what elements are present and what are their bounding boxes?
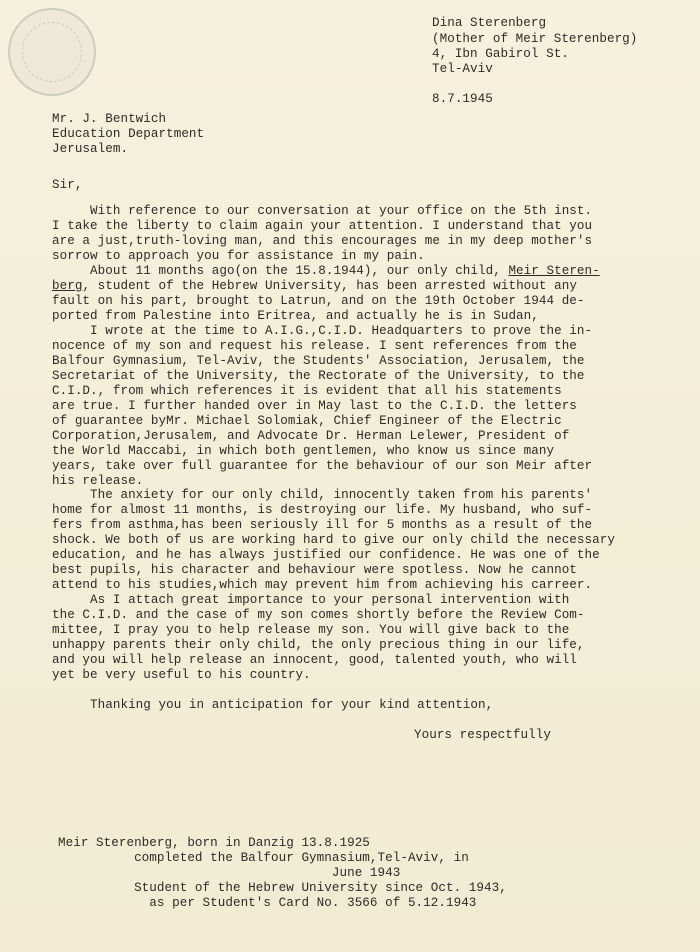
sender-street: 4, Ibn Gabirol St.	[432, 47, 569, 61]
body-line: I wrote at the time to A.I.G.,C.I.D. Headquarters to prove the in-	[52, 324, 593, 338]
body-line: I take the liberty to claim again your attention. I understand that you	[52, 219, 593, 233]
body-text: About 11 months ago(on the 15.8.1944), our only child,	[52, 264, 509, 278]
footer-line: completed the Balfour Gymnasium,Tel-Aviv, in	[58, 851, 469, 865]
body-line: Balfour Gymnasium, Tel-Aviv, the Students' Association, Jerusalem, the	[52, 354, 585, 368]
footer-line: June 1943	[58, 866, 401, 880]
underlined-name: Meir Steren-	[508, 264, 600, 278]
body-line: years, take over full guarantee for the behaviour of our son Meir after	[52, 459, 593, 473]
body-line: ported from Palestine into Eritrea, and actually he is in Sudan,	[52, 309, 539, 323]
body-line: the C.I.D. and the case of my son comes shortly before the Review Com-	[52, 608, 585, 622]
body-line: best pupils, his character and behaviour were spotless. Now he cannot	[52, 563, 577, 577]
body-line: Corporation,Jerusalem, and Advocate Dr. Herman Lelewer, President of	[52, 429, 570, 443]
sign-off: Yours respectfully	[414, 728, 551, 742]
body-line: and you will help release an innocent, good, talented youth, who will	[52, 653, 577, 667]
body-line: fault on his part, brought to Latrun, and on the 19th October 1944 de-	[52, 294, 585, 308]
body-line: As I attach great importance to your personal intervention with	[52, 593, 570, 607]
body-line: shock. We both of us are working hard to give our only child the necessary	[52, 533, 615, 547]
body-line	[52, 279, 577, 293]
body-line: attend to his studies,which may prevent him from achieving his carreer.	[52, 578, 593, 592]
body-line: unhappy parents their only child, the only precious thing in our life,	[52, 638, 585, 652]
body-line: sorrow to approach you for assistance in my pain.	[52, 249, 425, 263]
sender-name: Dina Sterenberg	[432, 16, 547, 30]
body-line: Secretariat of the University, the Rectorate of the University, to the	[52, 369, 585, 383]
body-line: fers from asthma,has been seriously ill for 5 months as a result of the	[52, 518, 593, 532]
body-line: home for almost 11 months, is destroying our life. My husband, who suf-	[52, 503, 593, 517]
body-line: nocence of my son and request his release. I sent references from the	[52, 339, 577, 353]
body-line: yet be very useful to his country.	[52, 668, 311, 682]
faded-stamp	[8, 8, 96, 96]
recipient-city: Jerusalem.	[52, 142, 129, 156]
underlined-name: berg	[52, 279, 83, 293]
body-line: are a just,truth-loving man, and this encourages me in my deep mother's	[52, 234, 593, 248]
body-line: mittee, I pray you to help release my son. You will give back to the	[52, 623, 570, 637]
body-line: of guarantee byMr. Michael Solomiak, Chief Engineer of the Electric	[52, 414, 562, 428]
body-line: the World Maccabi, in which both gentlemen, who know us since many	[52, 444, 555, 458]
body-line: his release.	[52, 474, 144, 488]
footer-line: as per Student's Card No. 3566 of 5.12.1943	[58, 896, 477, 910]
footer-line: Student of the Hebrew University since Oct. 1943,	[58, 881, 507, 895]
body-line: With reference to our conversation at your office on the 5th inst.	[52, 204, 593, 218]
sender-relation: (Mother of Meir Sterenberg)	[432, 32, 638, 46]
body-line: are true. I further handed over in May last to the C.I.D. the letters	[52, 399, 577, 413]
letter-date: 8.7.1945	[432, 92, 493, 106]
body-line: education, and he has always justified our confidence. He was one of the	[52, 548, 600, 562]
body-line: The anxiety for our only child, innocently taken from his parents'	[52, 488, 593, 502]
sender-city: Tel-Aviv	[432, 62, 493, 76]
footer-line: Meir Sterenberg, born in Danzig 13.8.1925	[58, 836, 370, 850]
body-line: C.I.D., from which references it is evident that all his statements	[52, 384, 562, 398]
body-line	[52, 264, 600, 278]
recipient-name: Mr. J. Bentwich	[52, 112, 167, 126]
closing-line: Thanking you in anticipation for your kind attention,	[52, 698, 494, 712]
recipient-dept: Education Department	[52, 127, 205, 141]
body-text: , student of the Hebrew University, has been arrested without any	[82, 279, 577, 293]
salutation: Sir,	[52, 178, 83, 192]
